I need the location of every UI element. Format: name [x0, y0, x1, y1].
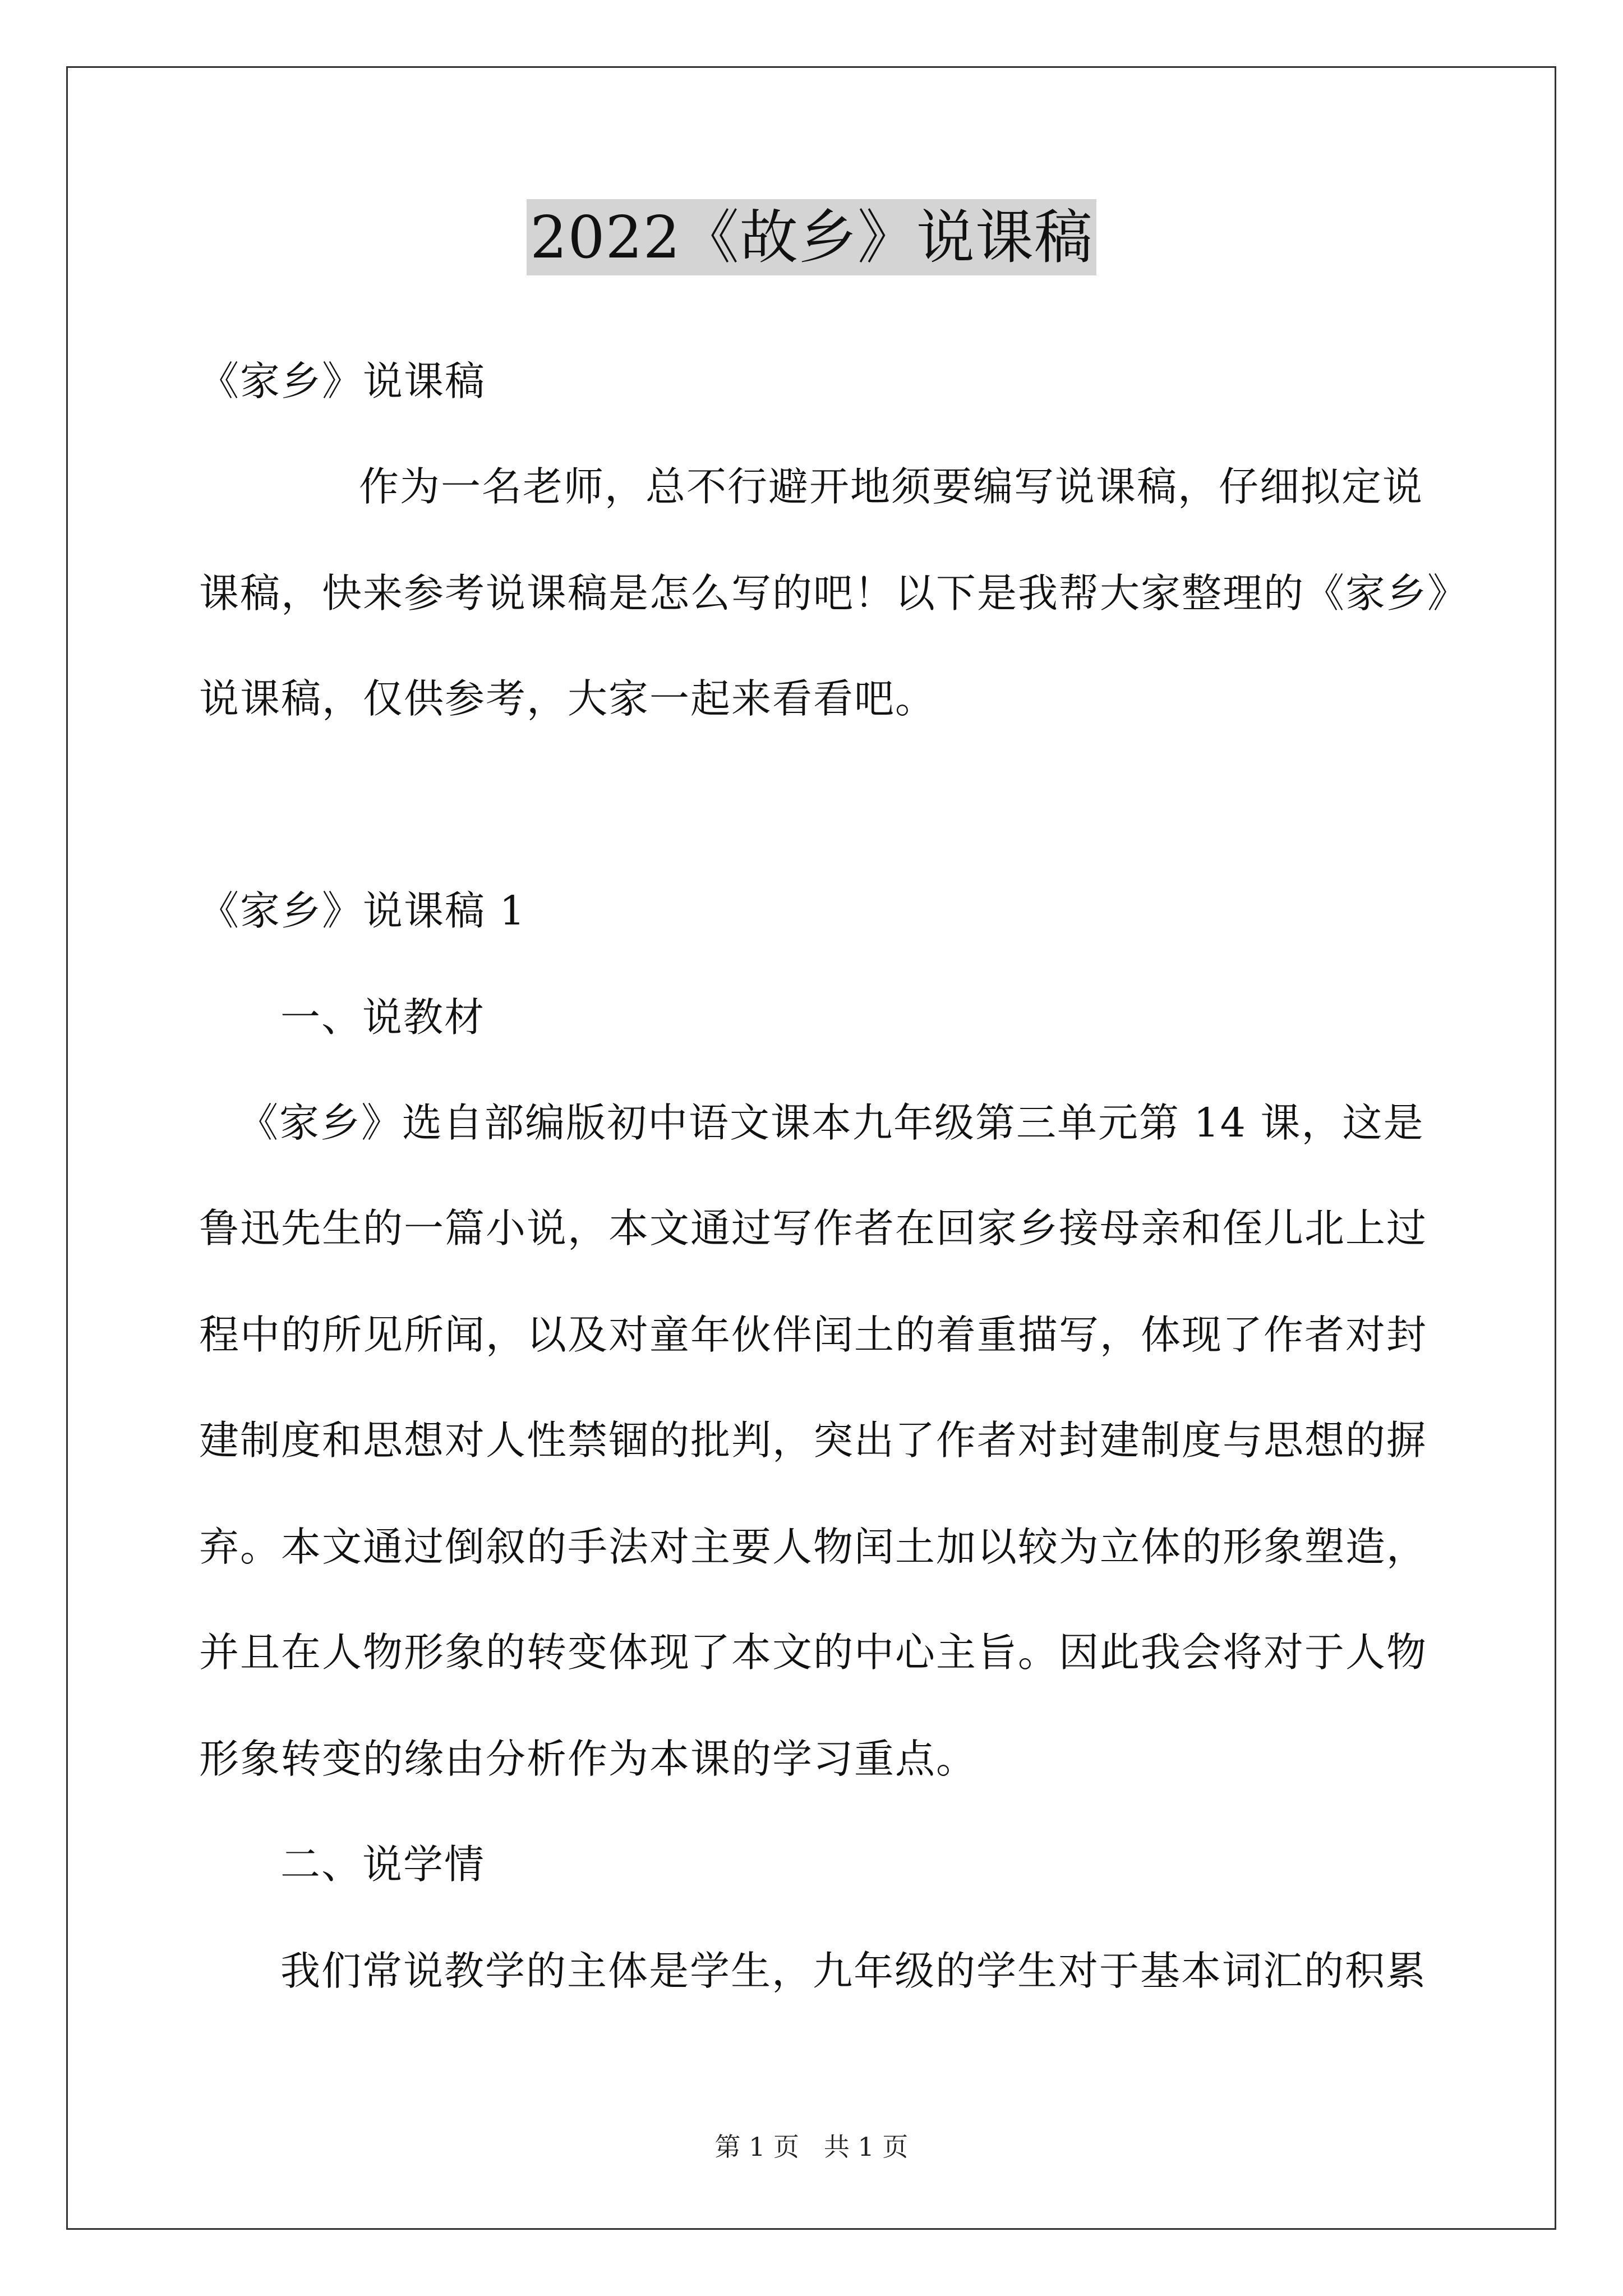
- paragraph-line: 并且在人物形象的转变体现了本文的中心主旨。因此我会将对于人物: [199, 1629, 1428, 1676]
- paragraph-line: 建制度和思想对人性禁锢的批判，突出了作者对封建制度与思想的摒: [199, 1417, 1428, 1464]
- paragraph-line: 程中的所见所闻，以及对童年伙伴闰土的着重描写，体现了作者对封: [199, 1312, 1428, 1358]
- paragraph-line: 课稿，快来参考说课稿是怎么写的吧！以下是我帮大家整理的《家乡》: [199, 570, 1469, 616]
- section-heading: 一、说教材: [280, 994, 486, 1041]
- subtitle-line: 《家乡》说课稿: [199, 358, 486, 404]
- paragraph-line: 弃。本文通过倒叙的手法对主要人物闰土加以较为立体的形象塑造，: [199, 1524, 1428, 1570]
- paragraph-line: 《家乡》选自部编版初中语文课本九年级第三单元第 14 课，这是: [238, 1099, 1424, 1146]
- document-title: 2022《故乡》说课稿: [527, 199, 1096, 275]
- paragraph-line: 作为一名老师，总不行避开地须要编写说课稿，仔细拟定说: [359, 463, 1424, 510]
- section-heading: 《家乡》说课稿 1: [199, 887, 526, 934]
- title-container: [0, 199, 1623, 275]
- paragraph-line: 鲁迅先生的一篇小说，本文通过写作者在回家乡接母亲和侄儿北上过: [199, 1205, 1428, 1251]
- section-heading: 二、说学情: [280, 1841, 486, 1888]
- paragraph-line: 我们常说教学的主体是学生，九年级的学生对于基本词汇的积累: [280, 1948, 1427, 1994]
- page-footer: 第 1 页 共 1 页: [714, 2132, 909, 2162]
- paragraph-line: 说课稿，仅供参考，大家一起来看看吧。: [199, 675, 937, 722]
- paragraph-line: 形象转变的缘由分析作为本课的学习重点。: [199, 1736, 978, 1782]
